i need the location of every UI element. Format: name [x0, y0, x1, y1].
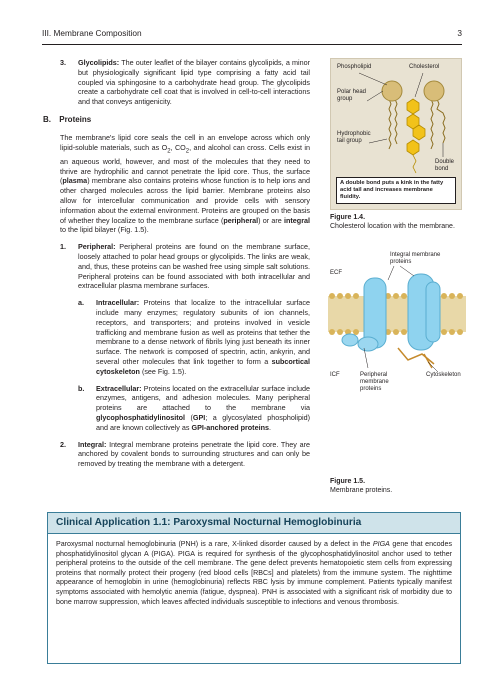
keyword: integral	[284, 215, 310, 225]
item-marker: b.	[78, 383, 85, 393]
item-integral	[60, 440, 310, 469]
section-title: Proteins	[59, 114, 92, 124]
item-term: Integral:	[78, 439, 107, 449]
item-text: Peripheral proteins are found on the membrane surface, loosely attached to polar head groups or glycolipids. The links are weak, and, thus, these proteins can be washed free using simple salt solutions. Peripheral proteins can be found associated with both intracellular and extracellular plasma membrane surfaces.	[78, 242, 310, 291]
phospholipid-head	[424, 81, 444, 101]
item-marker: 1.	[60, 242, 66, 252]
double-bond-callout: A double bond puts a kink in the fatty acid tail and increases membrane fluidity.	[336, 177, 456, 204]
item-text: ; a glycosylated phospholipid) and are known collectively as	[96, 412, 311, 432]
item-text: (	[185, 412, 193, 422]
para-text: , and alcohol can cross. Cells exist in an aqueous world, however, and most of the molecules that they need to thrive are hydrophilic and cannot penetrate the lipid core. Thus, the surface (	[60, 142, 310, 186]
item-term: Peripheral:	[78, 242, 116, 252]
label-icf: ICF	[330, 372, 340, 378]
gene-name: PIGA	[372, 540, 390, 548]
body-text: Paroxysmal nocturnal hemoglobinuria (PNH) is a rare, X-linked disorder caused by a defect in the	[56, 540, 373, 548]
item-text: The outer leaflet of the bilayer contains glycolipids, a minor but physiologically significant lipid type comprising a fatty acid tail coupled via sphingosine to a carbohydrate head group. The glycolipids create a carbohydrate cell coat that is involved in cell-to-cell interactions and that conveys antigenicity.	[78, 58, 310, 107]
para-text: The membrane's lipid core seals the cell in an envelope across which only lipid-soluble materials, such as O	[60, 132, 310, 152]
label-ecf: ECF	[330, 270, 342, 276]
running-header	[42, 28, 462, 38]
clinical-application-body	[48, 534, 460, 613]
label-integral-proteins: Integral membrane proteins	[390, 252, 441, 265]
label-double-bond: Double bond	[435, 159, 455, 172]
item-marker: a.	[78, 298, 84, 308]
item-text: Proteins located on the extracellular surface include enzymes, antigens, and adhesion molecules. Many peripheral proteins are attached to the membrane via	[96, 383, 310, 413]
para-text: to the lipid bilayer (Fig. 1.5).	[60, 225, 149, 235]
caption-text: Cholesterol location with the membrane.	[330, 222, 455, 230]
para-text: ) or are	[258, 215, 285, 225]
item-text: Proteins that localize to the intracellular surface include many enzymes; regulatory subunits of ion channels, receptors, and transporters; and proteins involved in vesicle trafficking and membrane fusion as well as proteins that tether the membrane to a dense network of fibrils lying just beneath its inner surface. The network is composed of spectrin, actin, ankyrin, and several other molecules that link together to form a	[96, 298, 310, 366]
proteins-paragraph	[60, 133, 310, 235]
label-polar-head-group: Polar head group	[337, 89, 367, 102]
caption-label: Figure 1.4.	[330, 214, 366, 221]
caption-label: Figure 1.5.	[330, 478, 366, 485]
label-peripheral-proteins: Peripheral membrane proteins	[360, 372, 389, 392]
item-marker: 2.	[60, 439, 66, 449]
keyword: GPI	[192, 412, 206, 422]
header-rule	[42, 44, 462, 45]
figure-1-4-caption	[330, 214, 465, 231]
para-text: ) membrane also contains proteins whose function is to help ions and other charged molecules across the lipid barrier. Membrane proteins also allow for intercellular communication and provide cells with sensory information about the external environment. Proteins are grouped on the basis of whether they localize to the membrane surface (	[60, 176, 310, 225]
figure-1-4-cholesterol-diagram	[330, 58, 462, 210]
subscript: 2	[185, 148, 190, 155]
item-text: Integral membrane proteins penetrate the lipid core. They are anchored by covalent bonds to surrounding structures and can only be removed by treating the membrane with a detergent.	[78, 439, 310, 469]
item-glycolipids	[60, 58, 310, 107]
clinical-application-box	[47, 512, 461, 664]
membrane-protein-illustration	[328, 248, 466, 476]
cholesterol-molecule	[407, 99, 425, 173]
item-marker: 3.	[60, 58, 66, 67]
label-phospholipid: Phospholipid	[337, 64, 372, 70]
para-text: , CO	[170, 142, 186, 152]
item-text: .	[268, 422, 271, 432]
main-text-column	[43, 58, 311, 476]
body-text: gene that encodes phosphatidylinositol glycan A (PIGA). PIGA is required for synthesis of the glycophosphatidylinositol anchor used to tether peripheral proteins to the outside of the cell membrane. The gene defect prevents hematopoietic stem cells from expressing proteins that normally protect their progeny (red blood cells [RBCs] and platelets) from the immune system. The nighttime appearance of hemoglobin in urine (hemoglobinuria) reflects RBC lysis by immune complement. Patients typically manifest symptoms associated with hemolytic anemia (fatigue, dyspnea). PNH is associated with a significant risk of morbidity due to bone marrow suppression, which leaves affected individuals susceptible to infections and venous thrombosis.	[56, 540, 452, 606]
chapter-title: III. Membrane Composition	[42, 28, 142, 38]
item-text: (see Fig. 1.5).	[139, 366, 187, 376]
keyword: peripheral	[223, 215, 259, 225]
item-peripheral	[60, 242, 310, 432]
label-cytoskeleton: Cytoskeleton	[426, 372, 461, 378]
section-heading-proteins	[43, 115, 310, 125]
caption-text: Membrane proteins.	[330, 486, 393, 494]
keyword: glycophosphatidylinositol	[96, 412, 186, 422]
keyword: subcortical cytoskeleton	[96, 356, 310, 376]
item-extracellular	[78, 384, 310, 433]
label-cholesterol: Cholesterol	[409, 64, 440, 70]
section-marker: B.	[43, 114, 51, 124]
keyword: GPI-anchored proteins	[191, 422, 269, 432]
item-term: Intracellular:	[96, 298, 140, 308]
figure-1-5-membrane-proteins	[328, 248, 466, 476]
item-intracellular	[78, 298, 310, 376]
lipid-bilayer	[328, 293, 466, 335]
figure-1-5-caption	[330, 478, 465, 495]
keyword: plasma	[62, 176, 88, 186]
item-term: Glycolipids:	[78, 58, 120, 67]
page-number: 3	[457, 28, 462, 38]
label-hydrophobic-tail: Hydrophobic tail group	[337, 131, 371, 144]
item-term: Extracellular:	[96, 383, 142, 393]
clinical-application-title: Clinical Application 1.1: Paroxysmal Nocturnal Hemoglobinuria	[48, 513, 460, 534]
subscript: 2	[167, 148, 171, 155]
